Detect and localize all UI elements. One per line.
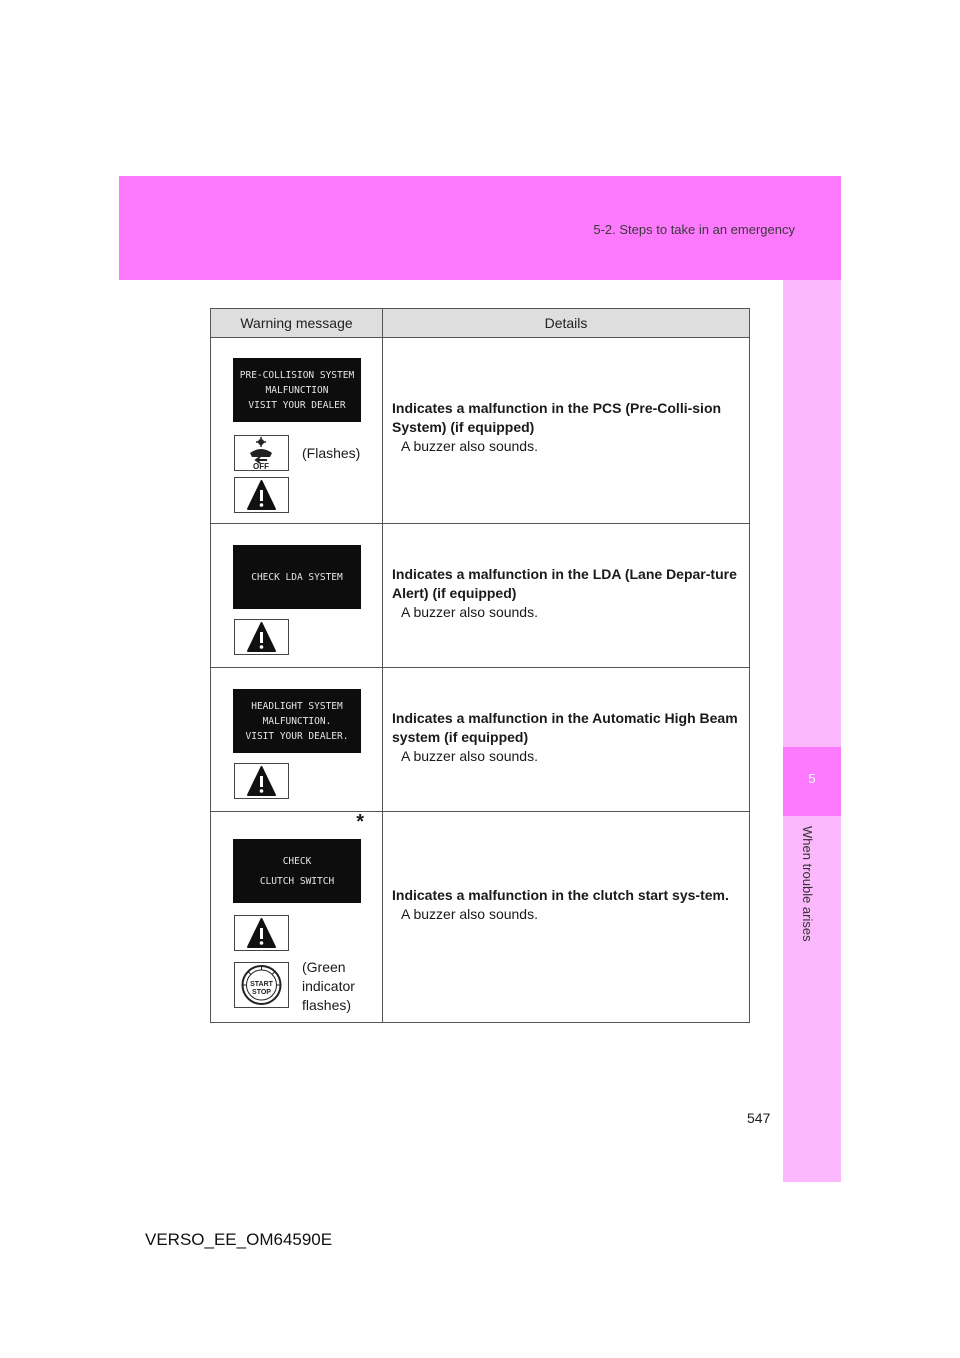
- lcd-line: MALFUNCTION.: [262, 715, 332, 727]
- warning-triangle-icon: [234, 619, 289, 655]
- table-row: [211, 668, 750, 812]
- warning-message-cell: [211, 812, 383, 1023]
- details-heading: Indicates a malfunction in the PCS (Pre-Colli-sion System) (if equipped): [392, 400, 722, 435]
- warning-message-table: [210, 308, 750, 1023]
- lcd-line: VISIT YOUR DEALER: [248, 399, 346, 411]
- lcd-message-display: [233, 545, 361, 609]
- table-header-row: [211, 309, 750, 338]
- pcs-off-icon: [234, 435, 289, 471]
- details-heading: Indicates a malfunction in the Automatic High Beam system (if equipped): [392, 710, 738, 745]
- details-note: A buzzer also sounds.: [401, 604, 538, 620]
- lcd-message-display: [233, 839, 361, 903]
- warning-message-cell: [211, 524, 383, 668]
- start-label: START: [250, 981, 273, 988]
- column-header-warning-message: Warning message: [211, 309, 383, 338]
- table-row: [211, 524, 750, 668]
- lcd-line: MALFUNCTION: [265, 384, 329, 396]
- details-note: A buzzer also sounds.: [401, 748, 538, 764]
- warning-triangle-icon: [234, 763, 289, 799]
- warning-triangle-icon: [234, 915, 289, 951]
- start-stop-button-icon: [234, 962, 289, 1008]
- page-header: [119, 176, 841, 280]
- page-number: 547: [747, 1110, 771, 1126]
- side-thumb-strip: [783, 280, 841, 1182]
- lcd-line: HEADLIGHT SYSTEM: [251, 700, 343, 712]
- document-code: VERSO_EE_OM64590E: [145, 1230, 333, 1249]
- column-header-details: Details: [383, 309, 750, 338]
- chapter-tab: [783, 747, 841, 816]
- stop-label: STOP: [252, 989, 271, 996]
- flash-note: (Flashes): [302, 445, 361, 461]
- details-cell: [383, 524, 750, 668]
- lcd-message-display: [233, 358, 361, 422]
- details-cell: [383, 668, 750, 812]
- warning-message-cell: [211, 338, 383, 524]
- lcd-line: PRE-COLLISION SYSTEM: [239, 369, 355, 381]
- section-title: 5-2. Steps to take in an emergency: [593, 222, 795, 237]
- warning-triangle-icon: [234, 477, 289, 513]
- details-heading: Indicates a malfunction in the clutch start sys-tem.: [392, 887, 729, 903]
- indicator-note-line: indicator: [302, 978, 355, 994]
- details-note: A buzzer also sounds.: [401, 438, 538, 454]
- warning-message-cell: [211, 668, 383, 812]
- lcd-line: CLUTCH SWITCH: [259, 875, 335, 887]
- indicator-note: [302, 958, 355, 1015]
- details-cell: [383, 812, 750, 1023]
- table-row: [211, 338, 750, 524]
- lcd-message-display: [233, 689, 361, 753]
- lcd-line: CHECK: [282, 855, 312, 867]
- table-row: [211, 812, 750, 1023]
- lcd-line: CHECK LDA SYSTEM: [251, 571, 343, 583]
- details-note: A buzzer also sounds.: [401, 906, 538, 922]
- pcs-off-label: OFF: [253, 462, 269, 470]
- chapter-number: 5: [808, 771, 816, 786]
- details-heading: Indicates a malfunction in the LDA (Lane Depar-ture Alert) (if equipped): [392, 566, 737, 601]
- lcd-line: VISIT YOUR DEALER.: [245, 730, 349, 742]
- details-cell: [383, 338, 750, 524]
- chapter-label: When trouble arises: [800, 826, 815, 942]
- indicator-note-line: flashes): [302, 997, 352, 1013]
- footnote-asterisk: *: [356, 811, 364, 833]
- indicator-note-line: (Green: [302, 959, 346, 975]
